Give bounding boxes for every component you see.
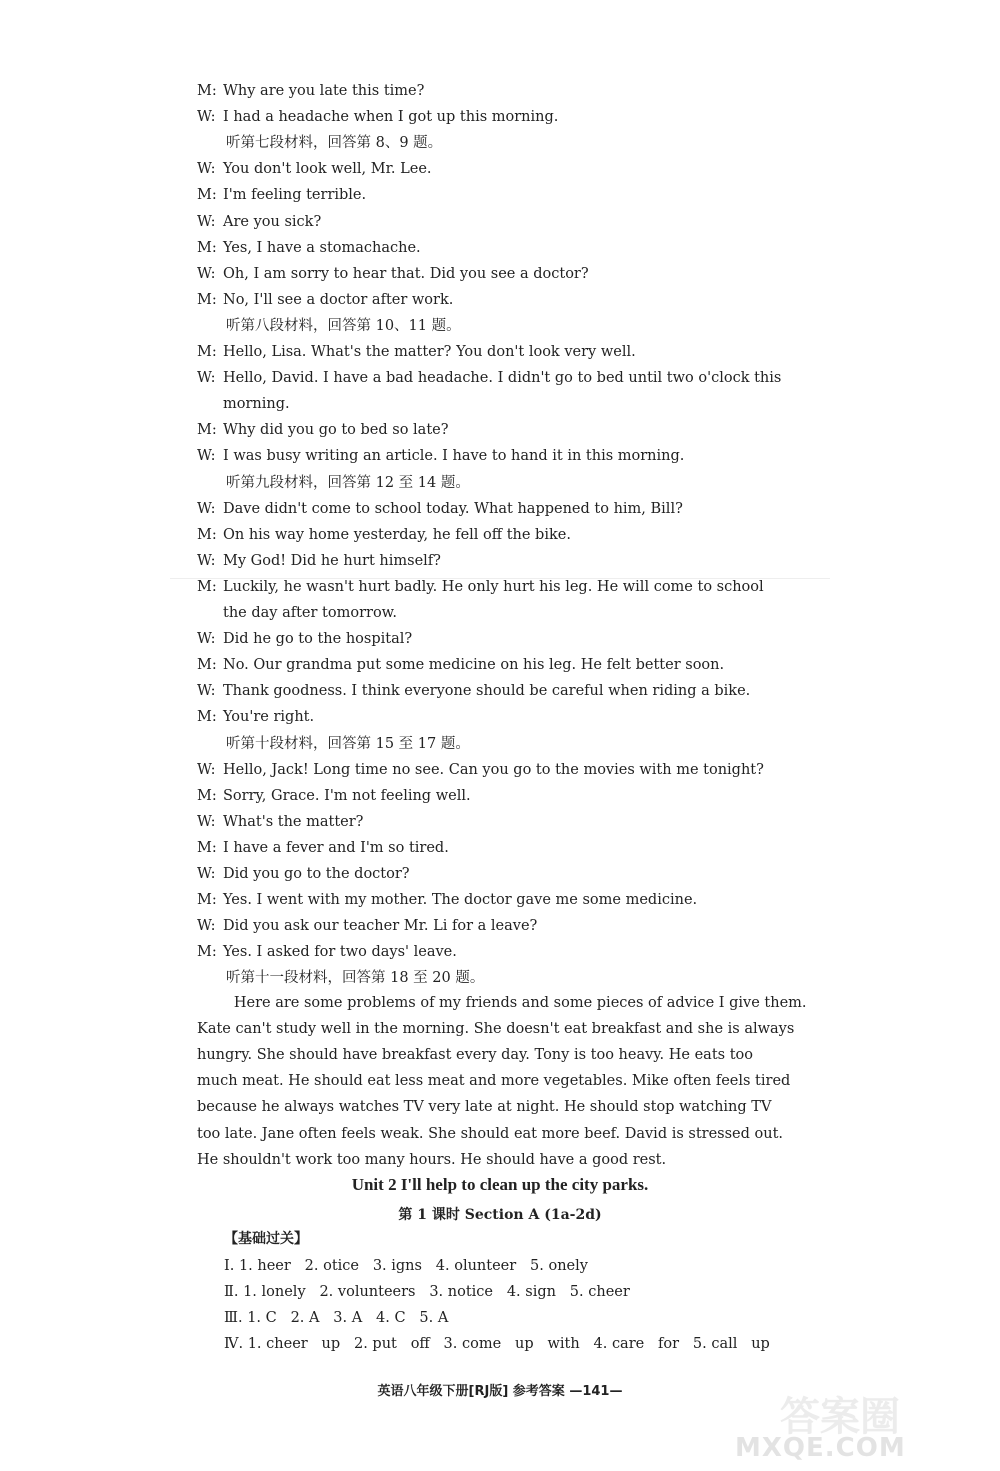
- speaker-label: W:: [197, 918, 216, 935]
- dialogue-text: I'm feeling terrible.: [223, 187, 367, 204]
- paragraph-line: Kate can't study well in the morning. She doesn't eat breakfast and she is always: [197, 1021, 795, 1038]
- speaker-label: M:: [197, 578, 217, 595]
- page-footer: 英语八年级下册[RJ版] 参考答案 —141—: [377, 1384, 623, 1399]
- dialogue-line: [197, 365, 787, 391]
- section-header: 听第七段材料，回答第 8、9 题。: [226, 135, 443, 152]
- dialogue-line: [197, 417, 787, 443]
- dialogue-line: [197, 104, 787, 130]
- dialogue-line: [197, 522, 787, 548]
- speaker-label: W:: [197, 631, 216, 648]
- section-header: 听第十一段材料，回答第 18 至 20 题。: [226, 970, 485, 987]
- dialogue-line: [197, 261, 787, 287]
- paragraph-line: Here are some problems of my friends and some pieces of advice I give them.: [197, 995, 807, 1011]
- speaker-label: M:: [197, 839, 217, 856]
- dialogue-text: Hello, David. I have a bad headache. I didn't go to bed until two o'clock this: [223, 370, 782, 387]
- dialogue-text: Why are you late this time?: [223, 83, 425, 99]
- dialogue-text: Sorry, Grace. I'm not feeling well.: [223, 787, 471, 804]
- divider: [170, 578, 830, 579]
- answer-line: Ⅰ. 1. heer 2. otice 3. igns 4. olunteer 5. onely: [224, 1258, 588, 1274]
- paragraph-line: much meat. He should eat less meat and more vegetables. Mike often feels tired: [197, 1073, 791, 1090]
- speaker-label: M:: [197, 344, 217, 360]
- speaker-label: W:: [197, 683, 216, 700]
- speaker-label: W:: [197, 370, 216, 387]
- dialogue-text: Did you go to the doctor?: [223, 866, 410, 882]
- dialogue-continuation: the day after tomorrow.: [223, 605, 397, 621]
- dialogue-line: [197, 809, 787, 835]
- dialogue-text: Did you ask our teacher Mr. Li for a leave?: [223, 918, 538, 935]
- speaker-label: M:: [197, 944, 217, 961]
- dialogue-line: [197, 156, 787, 182]
- paragraph-line: because he always watches TV very late at night. He should stop watching TV: [197, 1099, 772, 1116]
- dialogue-line: [197, 339, 787, 365]
- dialogue-text: I had a headache when I got up this morning.: [223, 109, 559, 126]
- dialogue-line: [197, 548, 787, 574]
- dialogue-text: Did he go to the hospital?: [223, 631, 413, 648]
- section-tag: 【基础过关】: [224, 1231, 308, 1247]
- dialogue-text: I have a fever and I'm so tired.: [223, 839, 449, 856]
- speaker-label: M:: [197, 291, 217, 308]
- dialogue-line: [197, 913, 787, 939]
- dialogue-text: I was busy writing an article. I have to hand it in this morning.: [223, 448, 685, 465]
- dialogue-line: [197, 678, 787, 704]
- dialogue-line: [197, 443, 787, 469]
- dialogue-text: Yes. I asked for two days' leave.: [223, 944, 457, 961]
- dialogue-line: [197, 182, 787, 208]
- dialogue-line: [197, 652, 787, 678]
- dialogue-text: Why did you go to bed so late?: [223, 422, 449, 439]
- dialogue-line: [197, 78, 787, 104]
- speaker-label: M:: [197, 892, 217, 909]
- dialogue-text: What's the matter?: [223, 813, 364, 830]
- dialogue-text: Yes. I went with my mother. The doctor gave me some medicine.: [223, 892, 698, 909]
- section-header: 听第八段材料，回答第 10、11 题。: [226, 317, 461, 334]
- paragraph-line: too late. Jane often feels weak. She should eat more beef. David is stressed out.: [197, 1125, 784, 1142]
- watermark-logo: 答案圈: [780, 1394, 900, 1440]
- dialogue-line: [197, 626, 787, 652]
- dialogue-text: Hello, Lisa. What's the matter? You don't look very well.: [223, 344, 636, 360]
- dialogue-line: [197, 861, 787, 887]
- speaker-label: W:: [197, 213, 216, 230]
- dialogue-continuation: morning.: [223, 396, 290, 413]
- speaker-label: W:: [197, 866, 216, 882]
- dialogue-line: [197, 209, 787, 235]
- lesson-title: 第 1 课时 Section A (1a-2d): [398, 1207, 602, 1223]
- dialogue-line: [197, 939, 787, 965]
- unit-title: Unit 2 I'll help to clean up the city parks.: [351, 1175, 649, 1194]
- dialogue-line: [197, 835, 787, 861]
- dialogue-line: [197, 235, 787, 261]
- dialogue-line: [197, 757, 787, 783]
- dialogue-text: Are you sick?: [223, 213, 322, 230]
- speaker-label: M:: [197, 187, 217, 204]
- dialogue-text: My God! Did he hurt himself?: [223, 552, 441, 569]
- dialogue-text: No. Our grandma put some medicine on his leg. He felt better soon.: [223, 657, 725, 674]
- speaker-label: W:: [197, 552, 216, 569]
- dialogue-text: On his way home yesterday, he fell off the bike.: [223, 526, 571, 543]
- dialogue-line: [197, 704, 787, 730]
- speaker-label: W:: [197, 448, 216, 465]
- dialogue-text: Hello, Jack! Long time no see. Can you go to the movies with me tonight?: [223, 761, 764, 778]
- speaker-label: M:: [197, 657, 217, 674]
- watermark-text: MXQE.COM: [735, 1433, 906, 1463]
- speaker-label: M:: [197, 787, 217, 804]
- speaker-label: W:: [197, 265, 216, 282]
- section-header: 听第九段材料，回答第 12 至 14 题。: [226, 474, 470, 491]
- speaker-label: W:: [197, 161, 216, 178]
- paragraph-line: He shouldn't work too many hours. He should have a good rest.: [197, 1151, 667, 1168]
- dialogue-text: You don't look well, Mr. Lee.: [223, 161, 432, 178]
- answer-line: Ⅲ. 1. C 2. A 3. A 4. C 5. A: [224, 1310, 449, 1327]
- dialogue-text: You're right.: [223, 709, 315, 726]
- answer-line: Ⅳ. 1. cheer up 2. put off 3. come up with 4. care for 5. call up: [224, 1336, 770, 1353]
- speaker-label: M:: [197, 422, 217, 439]
- dialogue-text: Yes, I have a stomachache.: [223, 239, 421, 256]
- dialogue-line: [197, 783, 787, 809]
- speaker-label: M:: [197, 709, 217, 726]
- dialogue-text: Thank goodness. I think everyone should be careful when riding a bike.: [223, 683, 751, 700]
- dialogue-line: [197, 496, 787, 522]
- dialogue-line: [197, 287, 787, 313]
- answer-line: Ⅱ. 1. lonely 2. volunteers 3. notice 4. sign 5. cheer: [224, 1284, 630, 1301]
- dialogue-line: [197, 887, 787, 913]
- speaker-label: M:: [197, 239, 217, 256]
- speaker-label: W:: [197, 109, 216, 126]
- dialogue-text: Oh, I am sorry to hear that. Did you see a doctor?: [223, 265, 589, 282]
- speaker-label: W:: [197, 500, 216, 517]
- section-header: 听第十段材料，回答第 15 至 17 题。: [226, 735, 470, 752]
- dialogue-text: Luckily, he wasn't hurt badly. He only hurt his leg. He will come to school: [223, 578, 764, 595]
- dialogue-text: No, I'll see a doctor after work.: [223, 291, 454, 308]
- speaker-label: M:: [197, 83, 217, 99]
- paragraph-line: hungry. She should have breakfast every day. Tony is too heavy. He eats too: [197, 1047, 753, 1064]
- speaker-label: M:: [197, 526, 217, 543]
- speaker-label: W:: [197, 813, 216, 830]
- dialogue-text: Dave didn't come to school today. What happened to him, Bill?: [223, 500, 683, 517]
- speaker-label: W:: [197, 761, 216, 778]
